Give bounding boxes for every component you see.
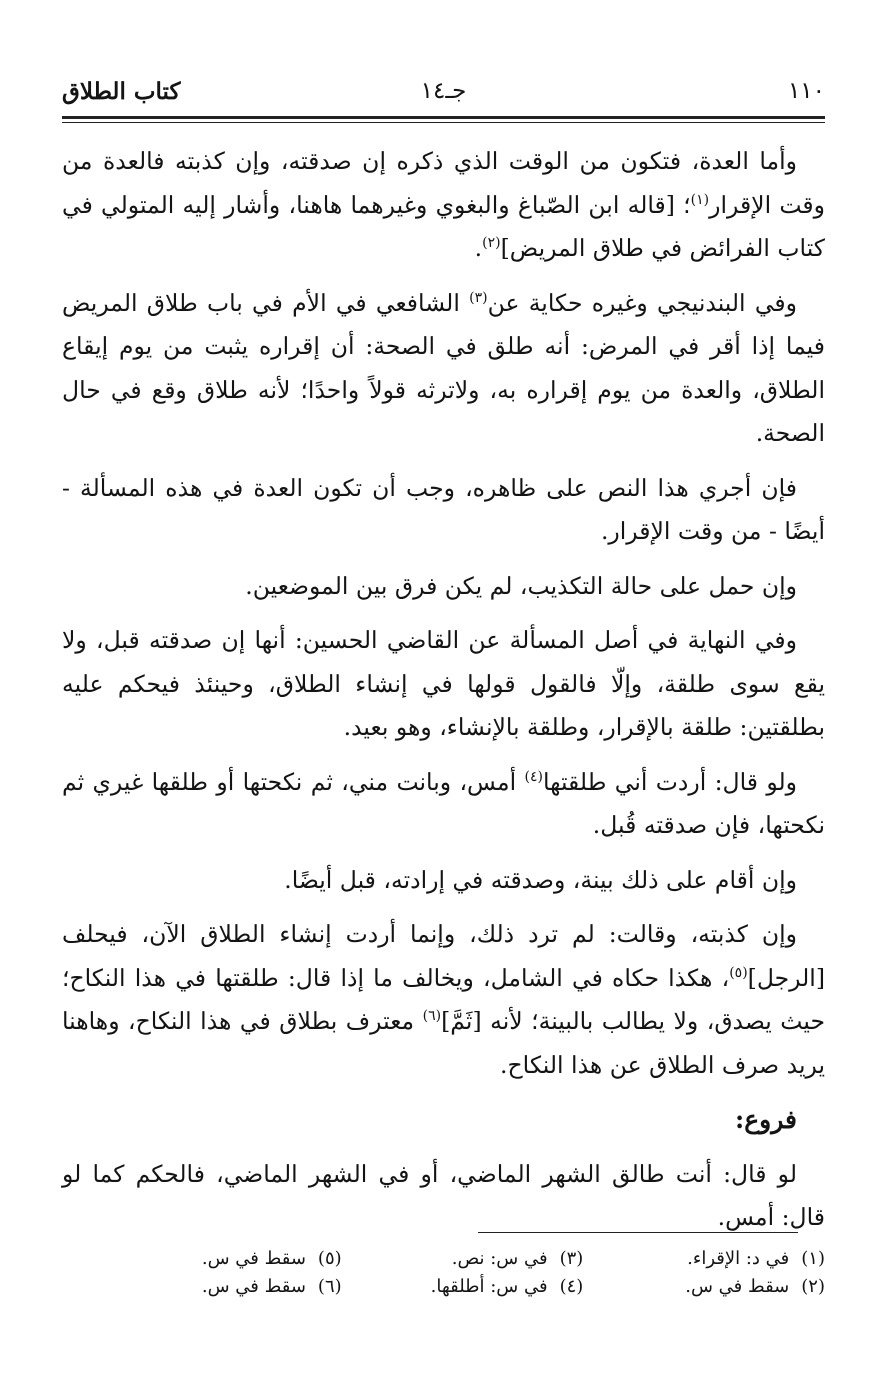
header-rule-thin (62, 122, 825, 123)
footnote-ref[interactable]: (٦) (422, 1008, 442, 1025)
footnote-row (100, 1273, 825, 1301)
paragraph: وفي البندنيجي وغيره حكاية عن$^{(٣)}$ الشافعي في الأم في باب طلاق المريض فيما إذا أقر في المرض: أنه طلق في الصحة: أن إقراره يثبت من يوم إيقاع الطلاق، والعدة من يوم إقراره به، ولاترثه قولاً واحدًا؛ لأنه طلاق وقع في حال الصحة. (62, 288, 825, 447)
footnote-ref[interactable]: (١) (690, 191, 710, 208)
page-number: ١١٠ (787, 78, 825, 104)
paragraph: وإن حمل على حالة التكذيب، لم يكن فرق بين الموضعين. (245, 571, 797, 600)
footnote: (١)في د: الإقراء. (687, 1248, 825, 1269)
paragraph: لو قال: أنت طالق الشهر الماضي، أو في الشهر الماضي، فالحكم كما لو قال: أمس. (62, 1159, 825, 1231)
paragraph: فإن أجري هذا النص على ظاهره، وجب أن تكون العدة في هذه المسألة - أيضًا - من وقت الإقرار. (62, 473, 825, 545)
footnote-ref[interactable]: (٤) (524, 768, 543, 785)
paragraph: وفي النهاية في أصل المسألة عن القاضي الحسين: أنها إن صدقته قبل، ولا يقع سوى طلقة، وإلّا فالقول قولها في إنشاء الطلاق، وحينئذ فيحكم عليه بطلقتين: طلقة بالإقرار، وطلقة بالإنشاء، وهو بعيد. (62, 626, 825, 741)
footnote: (٢)سقط في س. (685, 1276, 825, 1297)
footnote-ref[interactable]: (٢) (482, 235, 501, 252)
footnote: (٤)في س: أطلقها. (430, 1276, 584, 1297)
paragraph: وأما العدة، فتكون من الوقت الذي ذكره إن صدقته، وإن كذبته فالعدة من وقت الإقرار$^{(١)}$؛ [قاله ابن الصّباغ والبغوي وغيرهما هاهنا، وأشار إليه المتولي في كتاب الفرائض في طلاق المريض]$^{(٢)}$. (62, 147, 825, 262)
running-header (62, 72, 825, 112)
footnote: (٥)سقط في س. (201, 1248, 342, 1269)
book-title: كتاب الطلاق (62, 78, 181, 105)
footnote-ref[interactable]: (٥) (729, 964, 748, 981)
footnote: (٣)في س: نص. (451, 1248, 584, 1269)
header-rule-thick (62, 116, 825, 119)
footnote-separator (478, 1232, 798, 1233)
main-text (62, 140, 825, 1251)
section-heading: فروع: (735, 1105, 797, 1134)
footnotes (100, 1245, 825, 1301)
paragraph: وإن كذبته، وقالت: لم ترد ذلك، وإنما أردت إنشاء الطلاق الآن، فيحلف [الرجل]$^{(٥)}$، هكذا حكاه في الشامل، ويخالف ما إذا قال: طلقتها في هذا النكاح؛ حيث يصدق، ولا يطالب بالبينة؛ لأنه [ثَمَّ]$^{(٦)}$ معترف بطلاق في هذا النكاح، وهاهنا يريد صرف الطلاق عن هذا النكاح. (62, 920, 825, 1079)
paragraph: ولو قال: أردت أني طلقتها$^{(٤)}$ أمس، وبانت مني، ثم نكحتها أو طلقها غيري ثم نكحتها، فإن صدقته قُبل. (62, 767, 825, 839)
footnote-row (100, 1245, 825, 1273)
footnote-ref[interactable]: (٣) (469, 289, 488, 306)
volume-label: جـ١٤ (420, 78, 467, 104)
footnote: (٦)سقط في س. (201, 1276, 342, 1297)
paragraph: وإن أقام على ذلك بينة، وصدقته في إرادته، قبل أيضًا. (284, 865, 797, 894)
